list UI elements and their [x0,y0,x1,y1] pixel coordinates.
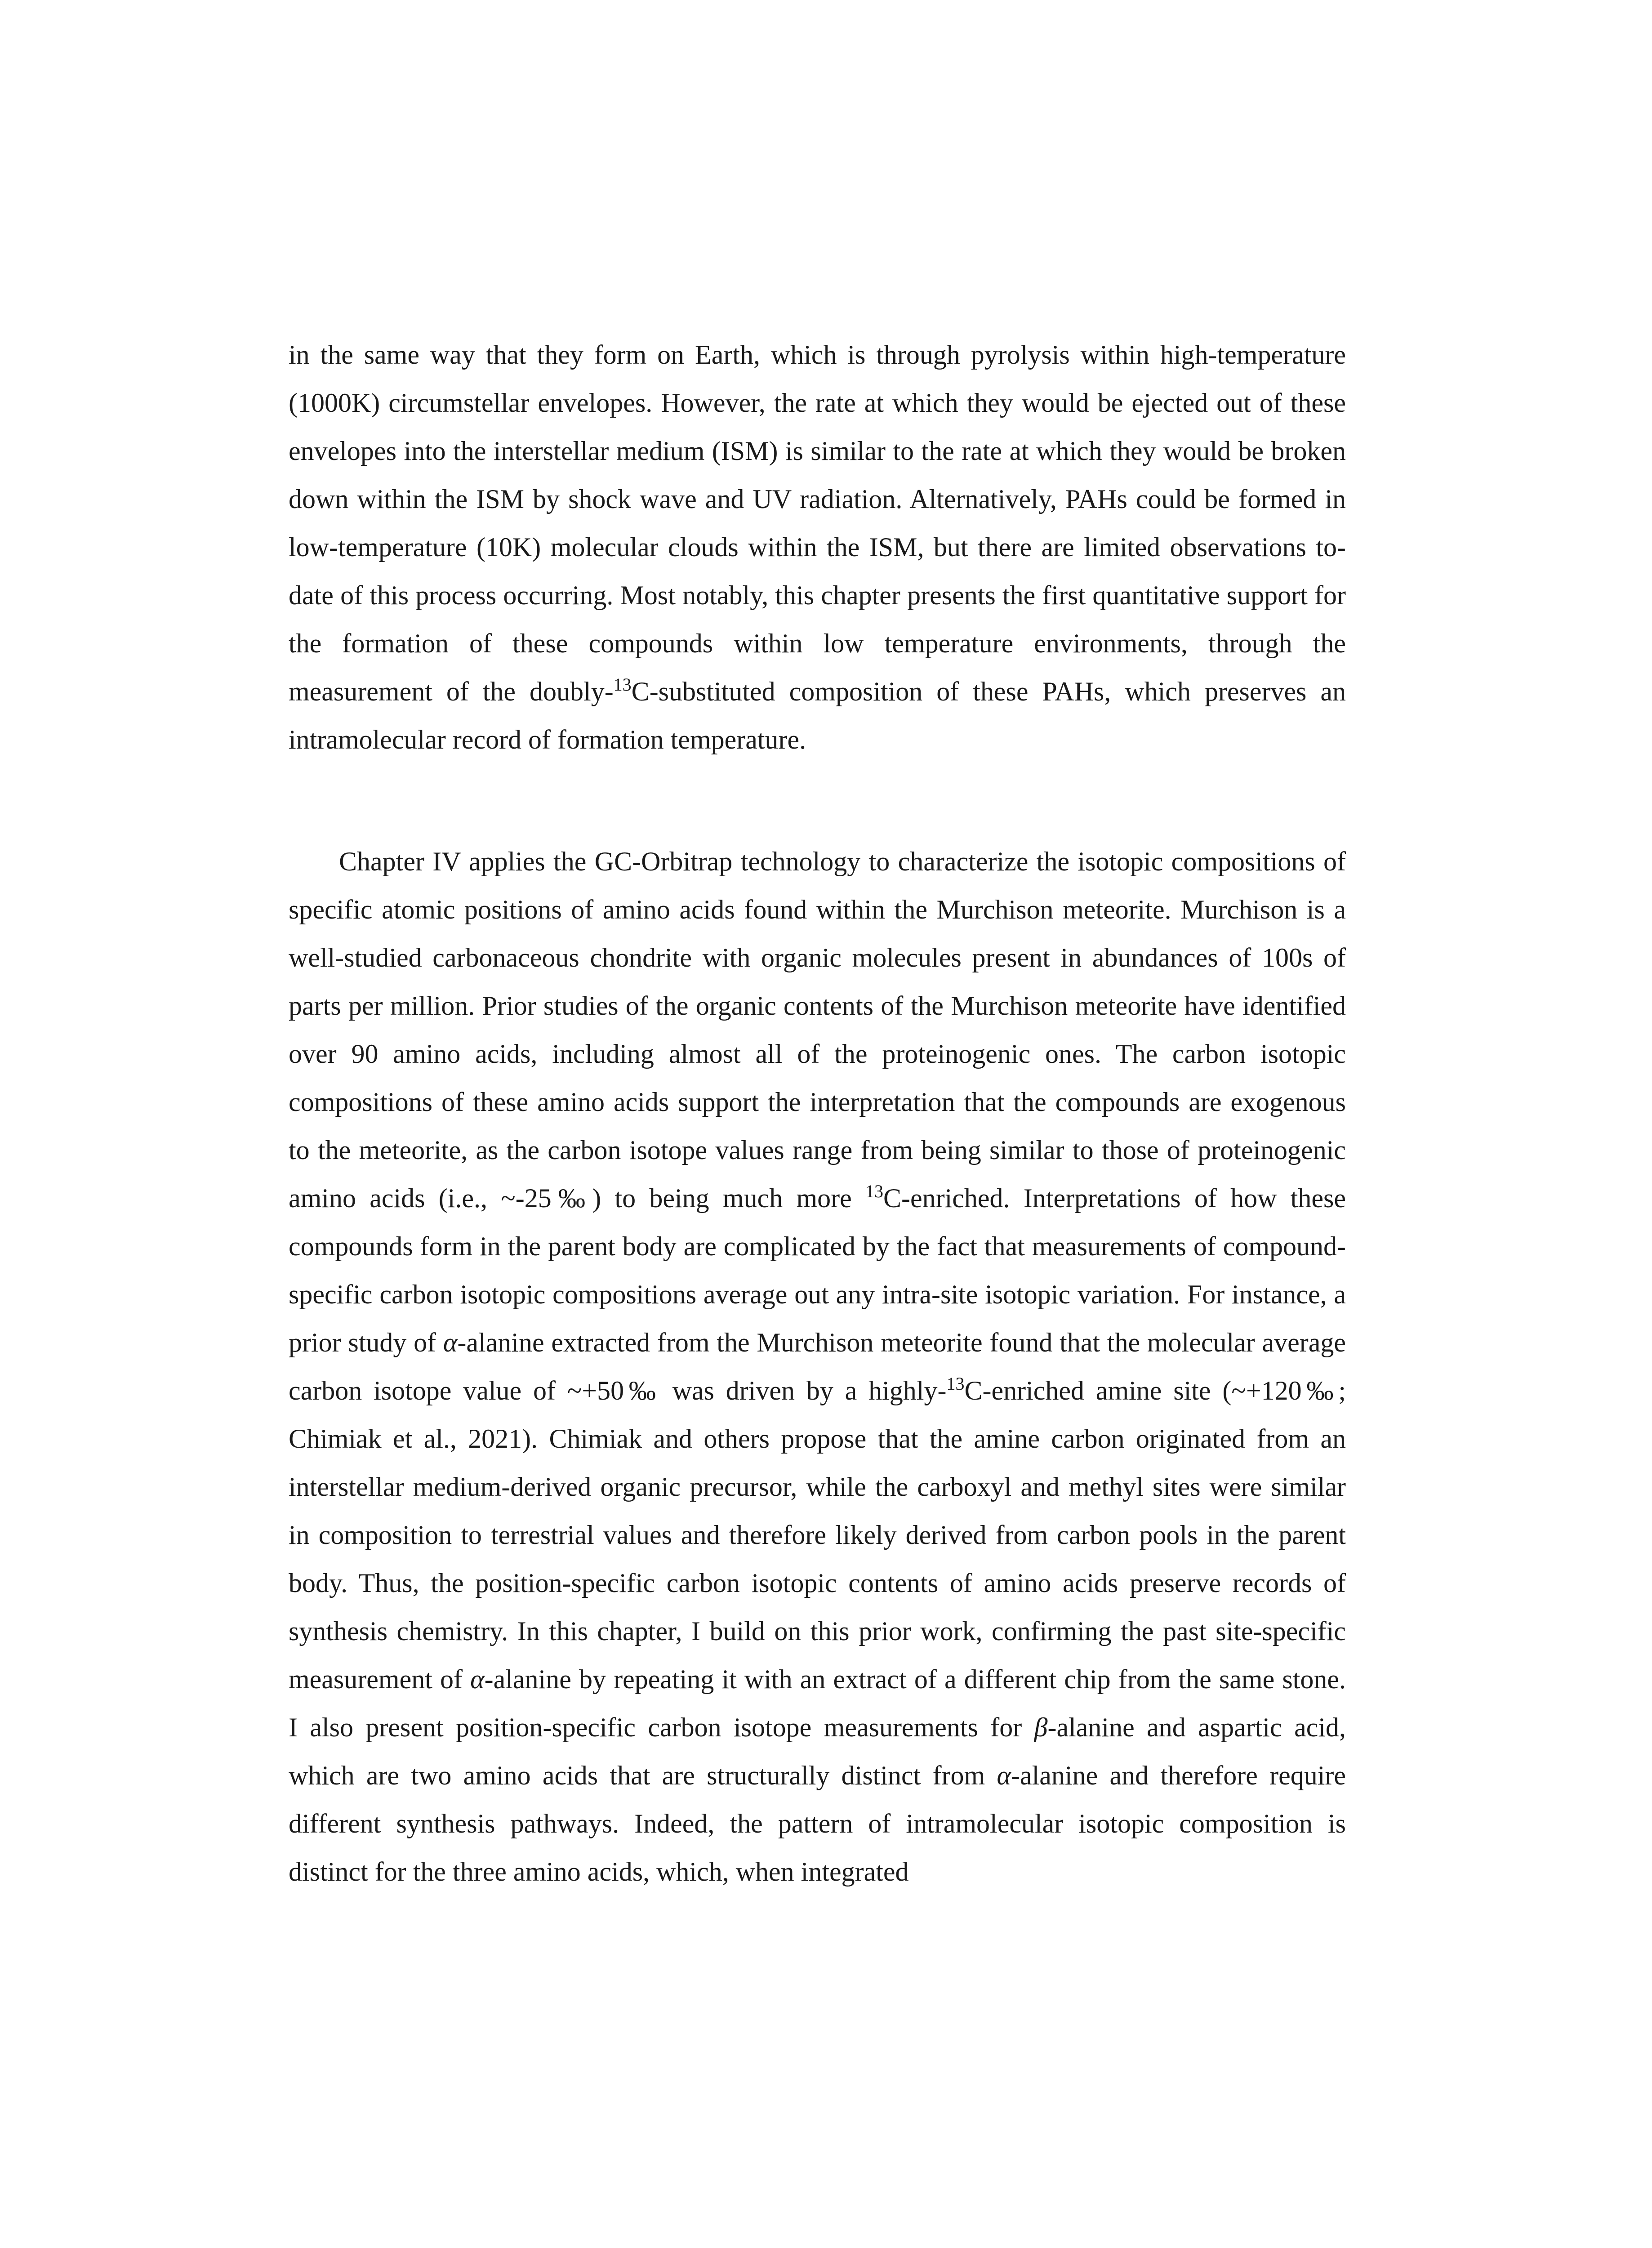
superscript: 13 [865,1181,883,1201]
text-run: -alanine and aspartic acid, which are two amino acids that are structurally distinct from [289,1713,1346,1790]
paragraph-text [289,838,1346,1896]
superscript: 13 [613,674,632,695]
text-run: C-enriched amine site (~+120‰; Chimiak et al., 2021). Chimiak and others propose that the amine carbon originated from an interstellar medium-derived organic precursor, while the carboxyl and methyl sites were similar in composition to terrestrial values and therefore likely derived from carbon pools in the parent body. Thus, the position-specific carbon isotopic contents of amino acids preserve records of synthesis chemistry. In this chapter, I build on this prior work, confirming the past site-specific measurement of [289,1376,1346,1694]
text-run: -alanine extracted from the Murchison meteorite found that the molecular average carbon isotope value of ~+50‰ was driven by a highly- [289,1328,1346,1405]
text-run: C-substituted composition of these PAHs, which preserves an intramolecular record of formation temperature. [289,677,1346,754]
greek-beta: β [1034,1713,1048,1742]
paragraph-text [289,331,1346,764]
superscript: 13 [946,1374,965,1394]
text-run: Chapter IV applies the GC-Orbitrap technology to characterize the isotopic compositions of specific atomic positions of amino acids found within the Murchison meteorite. Murchison is a well-studied carbonaceous chondrite with organic molecules present in abundances of 100s of parts per million. Prior studies of the organic contents of the Murchison meteorite have identified over 90 amino acids, including almost all of the proteinogenic ones. The carbon isotopic compositions of these amino acids support the interpretation that the compounds are exogenous to the meteorite, as the carbon isotope values range from being similar to those of proteinogenic amino acids (i.e., ~-25‰) to being much more [289,847,1346,1213]
body-paragraph-1 [289,331,1346,764]
text-run: C-enriched. Interpretations of how these compounds form in the parent body are complicated by the fact that measurements of compound-specific carbon isotopic compositions average out any intra-site isotopic variation. For instance, a prior study of [289,1183,1346,1357]
body-paragraph-2 [289,838,1346,1896]
greek-alpha: α [997,1761,1011,1790]
greek-alpha: α [443,1328,458,1357]
text-run: -alanine by repeating it with an extract of a different chip from the same stone. I also present position-specific carbon isotope measurements for [289,1664,1346,1742]
greek-alpha: α [470,1664,485,1694]
text-run: in the same way that they form on Earth, which is through pyrolysis within high-temperature (1000K) circumstellar envelopes. However, the rate at which they would be ejected out of these envelopes into the interstellar medium (ISM) is similar to the rate at which they would be broken down within the ISM by shock wave and UV radiation. Alternatively, PAHs could be formed in low-temperature (10K) molecular clouds within the ISM, but there are limited observations to-date of this process occurring. Most notably, this chapter presents the first quantitative support for the formation of these compounds within low temperature environments, through the measurement of the doubly- [289,340,1346,706]
text-run: -alanine and therefore require different synthesis pathways. Indeed, the pattern of intramolecular isotopic composition is distinct for the three amino acids, which, when integrated [289,1761,1346,1887]
